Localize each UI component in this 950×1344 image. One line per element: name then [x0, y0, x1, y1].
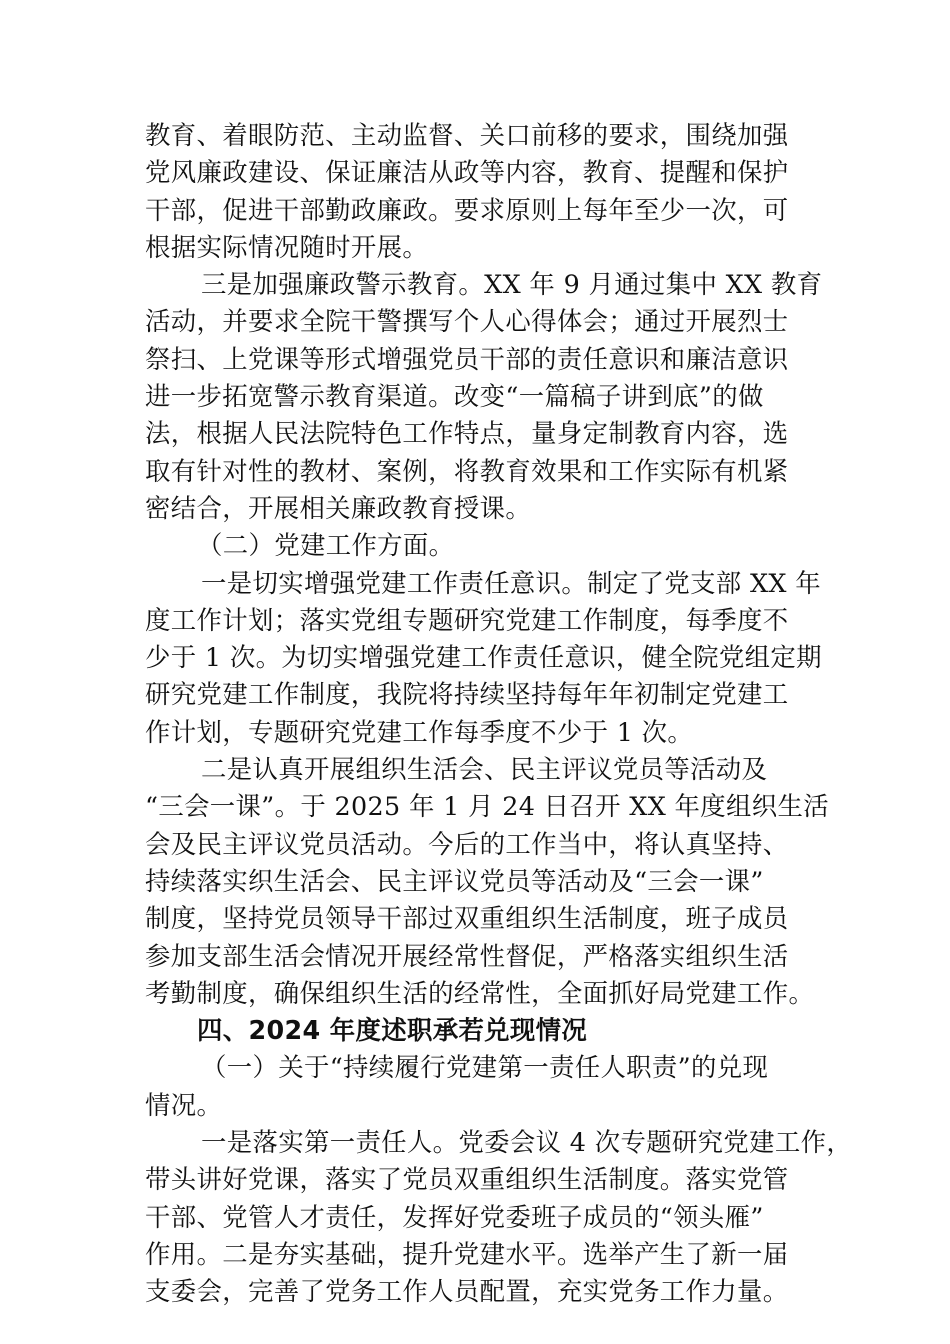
text-line: 密结合，开展相关廉政教育授课。: [145, 492, 532, 523]
text-line: 情况。: [145, 1089, 223, 1120]
document-page: [145, 117, 853, 1311]
paragraph-implement-responsibility: [145, 1124, 853, 1310]
text-line: 取有针对性的教材、案例，将教育效果和工作实际有机紧: [145, 455, 789, 486]
text-line: 二是认真开展组织生活会、民主评议党员等活动及: [201, 754, 768, 785]
text-line: （二）党建工作方面。: [197, 530, 455, 561]
text-line: 教育、着眼防范、主动监督、关口前移的要求，围绕加强: [145, 120, 789, 150]
paragraph-responsibility-awareness: [145, 565, 822, 751]
text-line: 参加支部生活会情况开展经常性督促，严格落实组织生活: [145, 940, 789, 971]
text-line: 会及民主评议党员活动。今后的工作当中，将认真坚持、: [145, 828, 789, 859]
text-line: 活动，并要求全院干警撰写个人心得体会；通过开展烈士: [145, 306, 789, 337]
paragraph-organizational-life: [145, 751, 830, 1012]
text-line: 进一步拓宽警示教育渠道。改变“一篇稿子讲到底”的做: [145, 381, 764, 412]
text-line: 度工作计划；落实党组专题研究党建工作制度，每季度不: [145, 604, 789, 635]
subheading-first-responsibility: [145, 1049, 810, 1124]
text-line: 三是加强廉政警示教育。XX 年 9 月通过集中 XX 教育: [201, 269, 823, 300]
text-line: 一是落实第一责任人。党委会议 4 次专题研究党建工作，: [201, 1127, 853, 1158]
text-line: 支委会，完善了党务工作人员配置，充实党务工作力量。: [145, 1276, 789, 1307]
subheading-party-building: [145, 527, 810, 564]
text-line: 制度，坚持党员领导干部过双重组织生活制度，班子成员: [145, 903, 789, 934]
text-line: 带头讲好党课，落实了党员双重组织生活制度。落实党管: [145, 1164, 789, 1195]
text-line: 祭扫、上党课等形式增强党员干部的责任意识和廉洁意识: [145, 343, 789, 374]
text-line: 干部、党管人才责任，发挥好党委班子成员的“领头雁”: [145, 1201, 764, 1232]
section-heading-commitments: [145, 1012, 810, 1049]
text-line: 干部，促进干部勤政廉政。要求原则上每年至少一次，可: [145, 194, 789, 225]
text-line: 党风廉政建设、保证廉洁从政等内容，教育、提醒和保护: [145, 157, 789, 188]
paragraph-discipline-education-continued: [145, 117, 810, 266]
text-line: 作用。二是夯实基础，提升党建水平。选举产生了新一届: [145, 1238, 789, 1269]
text-line: 持续落实织生活会、民主评议党员等活动及“三会一课”: [145, 865, 764, 896]
text-line: 作计划，专题研究党建工作每季度不少于 1 次。: [145, 716, 694, 747]
text-line: 根据实际情况随时开展。: [145, 231, 429, 262]
text-line: “三会一课”。于 2025 年 1 月 24 日召开 XX 年度组织生活: [145, 791, 830, 822]
text-line: 考勤制度，确保组织生活的经常性，全面抓好局党建工作。: [145, 977, 815, 1008]
text-line: 法，根据人民法院特色工作特点，量身定制教育内容，选: [145, 418, 789, 449]
text-line: 少于 1 次。为切实增强党建工作责任意识，健全院党组定期: [145, 642, 822, 673]
text-line: 研究党建工作制度，我院将持续坚持每年年初制定党建工: [145, 679, 789, 710]
text-line: （一）关于“持续履行党建第一责任人职责”的兑现: [201, 1052, 769, 1083]
paragraph-warning-education: [145, 266, 823, 527]
text-line: 一是切实增强党建工作责任意识。制定了党支部 XX 年: [201, 567, 821, 598]
text-line: 四、2024 年度述职承若兑现情况: [197, 1015, 588, 1046]
